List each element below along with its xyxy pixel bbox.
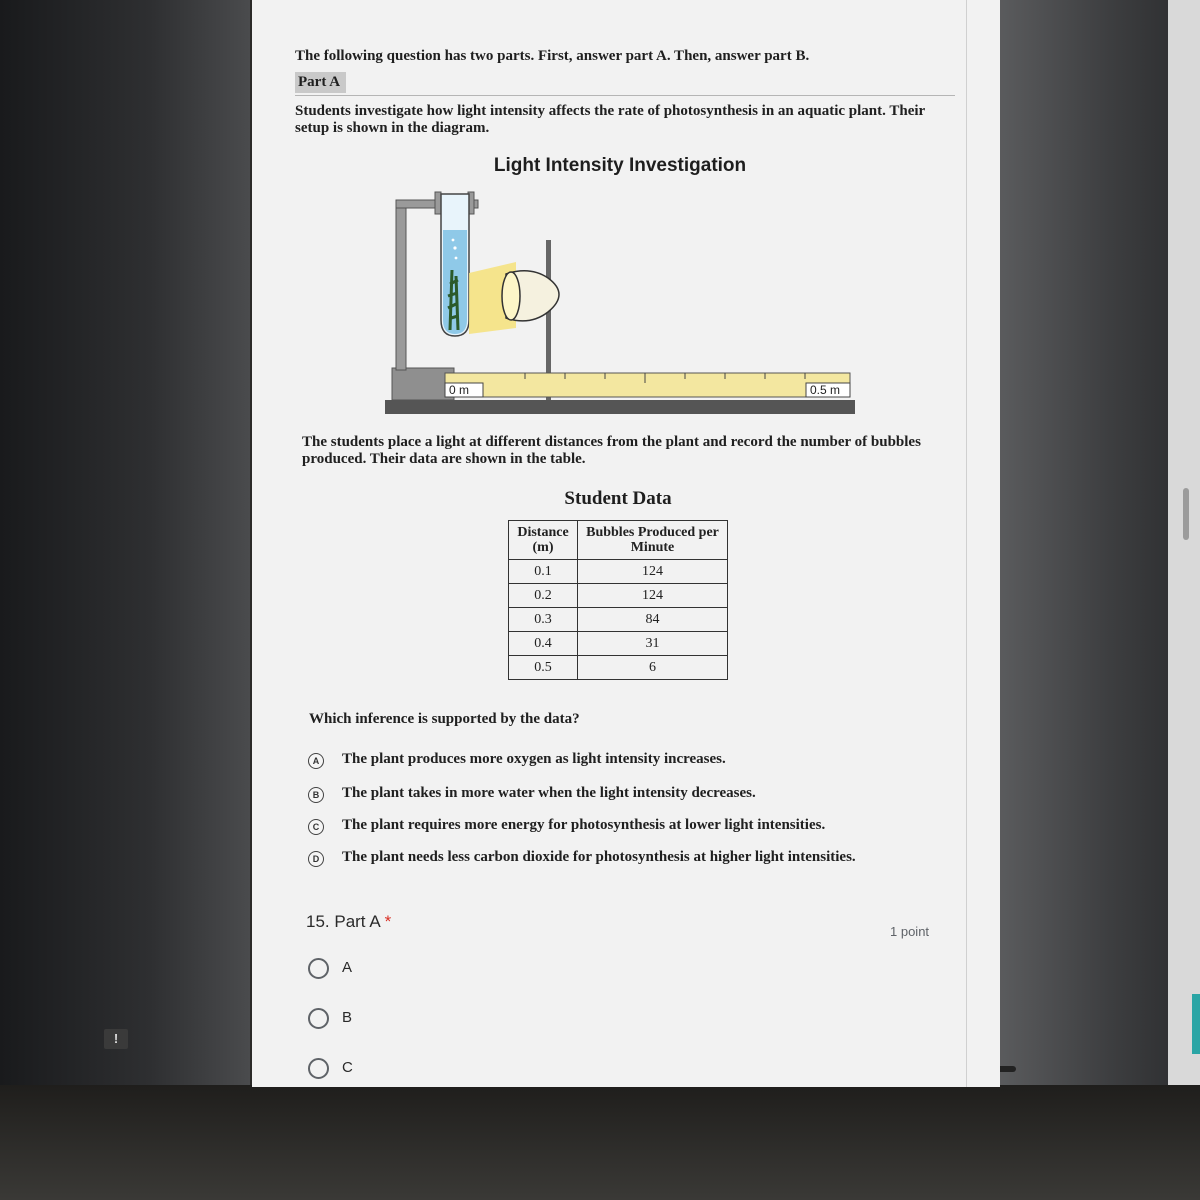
light-intensity-diagram: [380, 178, 860, 423]
table-row: [509, 584, 728, 608]
table-header-row: [509, 521, 728, 560]
table-cell: 0.4: [509, 632, 578, 656]
bubble: [452, 239, 455, 242]
radio-label: C: [342, 1059, 353, 1076]
diagram-title: Light Intensity Investigation: [493, 155, 747, 176]
answer-choice-a: [308, 751, 948, 773]
table-row: [509, 656, 728, 680]
radio-button[interactable]: [308, 958, 329, 979]
radio-label: B: [342, 1009, 353, 1026]
radio-label: A: [342, 959, 353, 976]
laptop-base: [0, 1085, 1200, 1200]
part-label: Part A: [295, 72, 346, 93]
choice-text: The plant takes in more water when the light intensity decreases.: [342, 785, 756, 801]
side-panel: [1168, 0, 1200, 1085]
answer-choice-c: [308, 817, 948, 839]
table-title: Student Data: [564, 488, 672, 509]
choice-letter-badge: D: [308, 851, 324, 867]
form-question-title: [306, 912, 391, 932]
table-row: [509, 608, 728, 632]
points-label: 1 point: [890, 924, 930, 939]
table-cell: 6: [578, 656, 728, 680]
choice-text: The plant produces more oxygen as light intensity increases.: [342, 751, 726, 767]
intro-text: The following question has two parts. First, answer part A. Then, answer part B.: [295, 48, 810, 64]
setup-text: Students investigate how light intensity affects the rate of photosynthesis in an aquatic plant. Their setup is shown in the diagram.: [295, 103, 925, 136]
table-cell: 31: [578, 632, 728, 656]
screen-bezel-left: [0, 0, 250, 1090]
side-scrollbar[interactable]: [1183, 488, 1189, 540]
page-border: [966, 0, 967, 1087]
question-page: [252, 0, 1000, 1087]
table-cell: 0.3: [509, 608, 578, 632]
required-asterisk: *: [384, 912, 392, 931]
radio-button[interactable]: [308, 1058, 329, 1079]
stand-pole: [396, 200, 406, 370]
choice-text: The plant needs less carbon dioxide for photosynthesis at higher light intensities.: [342, 849, 856, 865]
choice-letter-badge: C: [308, 819, 324, 835]
table-cell: 0.1: [509, 560, 578, 584]
base-board: [385, 400, 855, 414]
ruler-end-label: 0.5 m: [810, 383, 841, 397]
side-tab[interactable]: [1192, 994, 1200, 1054]
choice-letter-badge: B: [308, 787, 324, 803]
answer-choice-b: [308, 785, 948, 807]
radio-button[interactable]: [308, 1008, 329, 1029]
table-row: [509, 560, 728, 584]
table-header: Distance (m): [509, 521, 578, 560]
bubble: [455, 257, 458, 260]
table-cell: 0.5: [509, 656, 578, 680]
divider: [295, 95, 955, 96]
lamp-opening: [502, 272, 520, 320]
clamp-left: [435, 192, 441, 214]
student-data-table: [508, 520, 728, 680]
bubble: [453, 246, 456, 249]
answer-choice-d: [308, 849, 948, 871]
table-row: [509, 632, 728, 656]
table-cell: 84: [578, 608, 728, 632]
ruler: [445, 373, 850, 397]
table-cell: 0.2: [509, 584, 578, 608]
choice-text: The plant requires more energy for photosynthesis at lower light intensities.: [342, 817, 826, 833]
data-description: The students place a light at different distances from the plant and record the number of bubbles produced. Their data are shown in the table.: [302, 434, 921, 467]
table-cell: 124: [578, 560, 728, 584]
feedback-icon[interactable]: !: [104, 1029, 128, 1049]
table-header: Bubbles Produced per Minute: [578, 521, 728, 560]
table-cell: 124: [578, 584, 728, 608]
ruler-start-label: 0 m: [449, 383, 470, 397]
form-question-label: 15. Part A: [306, 912, 381, 931]
choice-letter-badge: A: [308, 753, 324, 769]
question-text: Which inference is supported by the data?: [309, 711, 580, 727]
